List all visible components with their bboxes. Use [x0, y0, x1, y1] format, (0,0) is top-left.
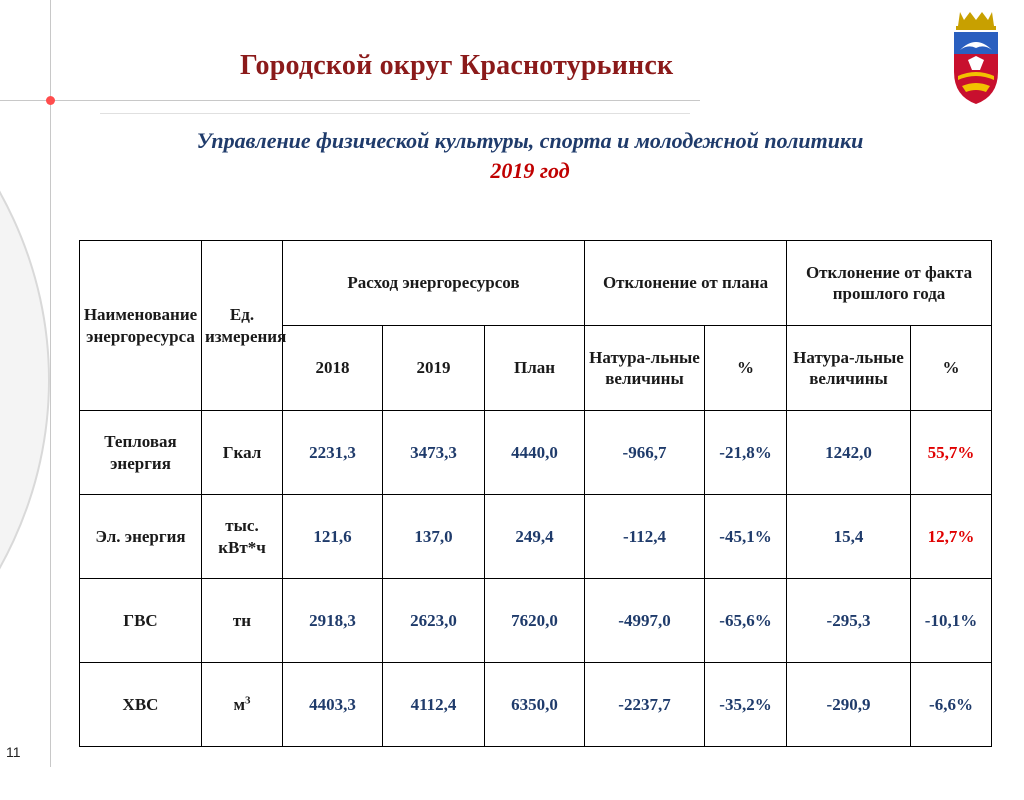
- cell-2019: 4112,4: [383, 663, 485, 747]
- slide-title: Городской округ Краснотурьинск: [240, 50, 674, 81]
- cell-plan: 249,4: [485, 495, 585, 579]
- cell-dev-prev-natural: 15,4: [787, 495, 911, 579]
- table-row: [80, 663, 992, 747]
- cell-2018: 121,6: [283, 495, 383, 579]
- cell-name: Тепловая энергия: [80, 411, 202, 495]
- decorative-red-dot: [46, 96, 55, 105]
- cell-2018: 2918,3: [283, 579, 383, 663]
- cell-unit: [202, 663, 283, 747]
- cell-unit: тыс. кВт*ч: [202, 495, 283, 579]
- page-number: 11: [6, 744, 21, 760]
- cell-plan: 7620,0: [485, 579, 585, 663]
- cell-dev-plan-natural: -2237,7: [585, 663, 705, 747]
- cell-2019: 3473,3: [383, 411, 485, 495]
- unit-superscript: 3: [245, 694, 251, 707]
- table-row: [80, 411, 992, 495]
- cell-plan: 6350,0: [485, 663, 585, 747]
- table-row: [80, 579, 992, 663]
- cell-dev-prev-natural: -295,3: [787, 579, 911, 663]
- subtitle: Управление физической культуры, спорта и молодежной политики: [196, 128, 864, 153]
- cell-unit: Гкал: [202, 411, 283, 495]
- cell-2019: 137,0: [383, 495, 485, 579]
- energy-table: [79, 240, 992, 747]
- year: 2019 год: [490, 157, 570, 183]
- cell-dev-plan-percent: -45,1%: [705, 495, 787, 579]
- cell-dev-plan-percent: -35,2%: [705, 663, 787, 747]
- header-2018: 2018: [283, 326, 383, 411]
- cell-dev-prev-natural: 1242,0: [787, 411, 911, 495]
- header-percent: %: [705, 326, 787, 411]
- table-row: [80, 495, 992, 579]
- header-name: Наименование энергоресурса: [80, 241, 202, 411]
- cell-dev-plan-natural: -966,7: [585, 411, 705, 495]
- cell-dev-prev-natural: -290,9: [787, 663, 911, 747]
- header-deviation-previous: Отклонение от факта прошлого года: [787, 241, 992, 326]
- header-consumption: Расход энергоресурсов: [283, 241, 585, 326]
- cell-dev-prev-percent: -6,6%: [911, 663, 992, 747]
- decorative-arc: [0, 0, 50, 800]
- header-percent-2: %: [911, 326, 992, 411]
- header-plan: План: [485, 326, 585, 411]
- cell-dev-plan-percent: -21,8%: [705, 411, 787, 495]
- cell-2018: 4403,3: [283, 663, 383, 747]
- cell-dev-plan-percent: -65,6%: [705, 579, 787, 663]
- table-header-row: [80, 241, 992, 326]
- decorative-horizontal-line: [0, 100, 700, 101]
- subtitle-block: [40, 126, 1020, 185]
- header-2019: 2019: [383, 326, 485, 411]
- decorative-horizontal-line-2: [100, 113, 690, 114]
- cell-name: ХВС: [80, 663, 202, 747]
- header-deviation-plan: Отклонение от плана: [585, 241, 787, 326]
- cell-dev-prev-percent: -10,1%: [911, 579, 992, 663]
- cell-dev-prev-percent: 12,7%: [911, 495, 992, 579]
- unit-text: м: [233, 694, 246, 714]
- cell-dev-plan-natural: -112,4: [585, 495, 705, 579]
- cell-name: ГВС: [80, 579, 202, 663]
- cell-name: Эл. энергия: [80, 495, 202, 579]
- cell-2018: 2231,3: [283, 411, 383, 495]
- coat-of-arms-icon: [946, 10, 1006, 106]
- cell-2019: 2623,0: [383, 579, 485, 663]
- cell-dev-prev-percent: 55,7%: [911, 411, 992, 495]
- header-unit: Ед. измерения: [202, 241, 283, 411]
- cell-dev-plan-natural: -4997,0: [585, 579, 705, 663]
- header-natural: Натура-льные величины: [585, 326, 705, 411]
- cell-unit: тн: [202, 579, 283, 663]
- decorative-vertical-line: [50, 0, 51, 767]
- cell-plan: 4440,0: [485, 411, 585, 495]
- header-natural-2: Натура-льные величины: [787, 326, 911, 411]
